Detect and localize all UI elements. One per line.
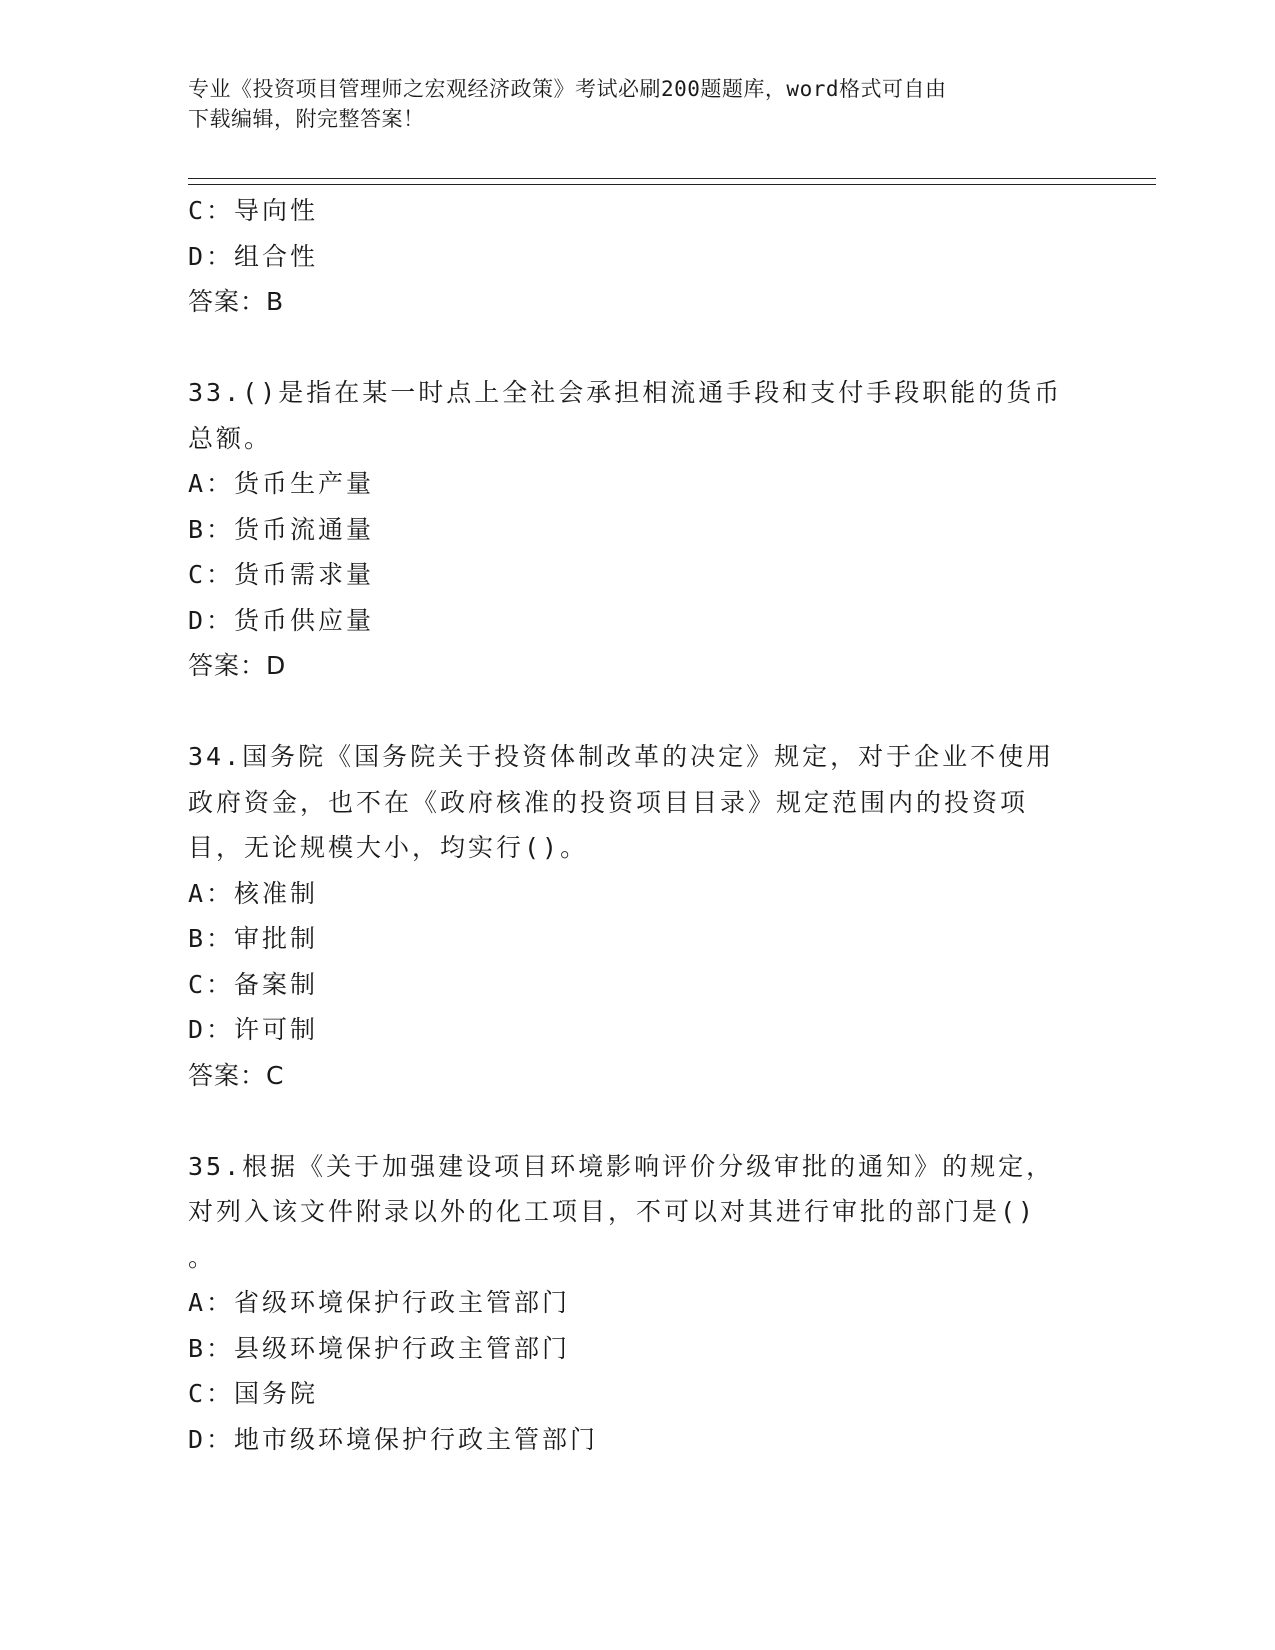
spacer	[188, 1098, 1088, 1144]
header-line-1: 专业《投资项目管理师之宏观经济政策》考试必刷200题题库，word格式可自由	[188, 77, 947, 101]
option-d: D：组合性	[188, 241, 319, 271]
option-c: C：备案制	[188, 969, 319, 999]
question-text: 33.()是指在某一时点上全社会承担相流通手段和支付手段职能的货币	[188, 378, 1063, 407]
option-c: C：国务院	[188, 1379, 319, 1408]
question-text: 政府资金，也不在《政府核准的投资项目目录》规定范围内的投资项	[188, 787, 1029, 817]
answer: 答案：C	[188, 1060, 285, 1090]
question-text: 35.根据《关于加强建设项目环境影响评价分级审批的通知》的规定，	[188, 1151, 1055, 1181]
header-rule-top	[188, 178, 1156, 179]
option-a: A：核准制	[188, 878, 319, 908]
option-d: D：地市级环境保护行政主管部门	[188, 1424, 599, 1454]
option-a: A：省级环境保护行政主管部门	[188, 1288, 571, 1317]
option-b: B：县级环境保护行政主管部门	[188, 1333, 571, 1363]
option-c: C：货币需求量	[188, 560, 375, 589]
option-a: A：货币生产量	[188, 469, 375, 498]
question-35	[188, 1144, 1088, 1463]
question-text: 总额。	[188, 423, 273, 453]
header-line-2: 下载编辑，附完整答案！	[188, 107, 425, 131]
option-d: D：货币供应量	[188, 605, 375, 635]
question-text: 。	[188, 1242, 217, 1272]
question-34	[188, 734, 1088, 1098]
document-body	[188, 188, 1088, 1462]
spacer	[188, 689, 1088, 735]
option-b: B：货币流通量	[188, 514, 375, 544]
option-d: D：许可制	[188, 1015, 319, 1044]
question-text: 目，无论规模大小，均实行()。	[188, 833, 589, 862]
question-text: 对列入该文件附录以外的化工项目，不可以对其进行审批的部门是()	[188, 1197, 1037, 1226]
document-header	[188, 74, 1068, 134]
answer: 答案：B	[188, 287, 285, 316]
option-c: C：导向性	[188, 196, 319, 225]
spacer	[188, 325, 1088, 371]
question-33	[188, 370, 1088, 689]
option-b: B：审批制	[188, 924, 319, 953]
question-text: 34.国务院《国务院关于投资体制改革的决定》规定，对于企业不使用	[188, 742, 1055, 771]
answer: 答案：D	[188, 651, 287, 680]
header-rule-bottom	[188, 184, 1156, 185]
question-32-tail	[188, 188, 1088, 325]
